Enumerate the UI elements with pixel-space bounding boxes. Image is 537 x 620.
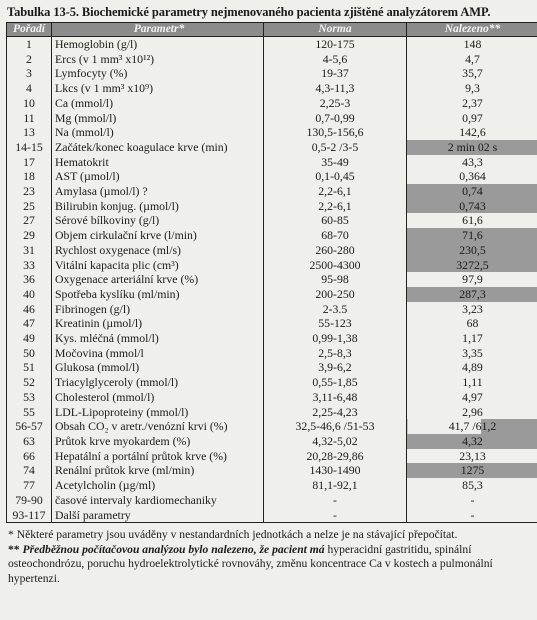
row-norm: 0,55-1,85 [264,375,407,390]
row-order: 17 [7,155,52,170]
row-parameter: Sérové bílkoviny (g/l) [52,213,264,228]
row-found: 2,96 [407,405,537,420]
row-order: 55 [7,405,52,420]
row-found: 61,6 [407,213,537,228]
row-order: 27 [7,213,52,228]
row-parameter: AST (µmol/l) [52,169,264,184]
row-found: 1,17 [407,331,537,346]
table-row [7,331,537,346]
table-caption: Tabulka 13-5. Biochemické parametry nejmenovaného pacienta zjištěné analyzátorem AMP. [7,5,491,19]
row-norm: 2,25-4,23 [264,405,407,420]
table-row [7,96,537,111]
row-parameter: Lkcs (v 1 mm³ x10⁹) [52,81,264,96]
table-row [7,390,537,405]
row-found: 41,7 /61,2 [407,419,537,434]
row-order: 13 [7,125,52,140]
row-found: 68 [407,316,537,331]
row-parameter: Mg (mmol/l) [52,111,264,126]
row-parameter: Objem cirkulační krve (l/min) [52,228,264,243]
row-found: 1275 [407,463,537,478]
row-norm: 32,5-46,6 /51-53 [264,419,407,434]
table-row [7,199,537,214]
table-row [7,287,537,302]
row-order: 47 [7,316,52,331]
row-norm: 95-98 [264,272,407,287]
row-found: 230,5 [407,243,537,258]
row-norm: 2,25-3 [264,96,407,111]
row-found: 43,3 [407,155,537,170]
row-parameter: Ca (mmol/l) [52,96,264,111]
row-parameter: časové intervaly kardiomechaniky [52,493,264,508]
row-order: 33 [7,258,52,273]
row-found: 0,743 [407,199,537,214]
row-order: 3 [7,66,52,81]
table-row [7,140,537,155]
row-norm: 68-70 [264,228,407,243]
row-found: 4,97 [407,390,537,405]
table-row [7,375,537,390]
row-order: 2 [7,52,52,67]
row-found: 2,37 [407,96,537,111]
row-norm: 1430-1490 [264,463,407,478]
table-row [7,243,537,258]
row-order: 25 [7,199,52,214]
row-order: 14-15 [7,140,52,155]
table-row [7,111,537,126]
table-row [7,213,537,228]
row-order: 51 [7,360,52,375]
table-row [7,155,537,170]
table-row [7,405,537,420]
row-order: 63 [7,434,52,449]
row-order: 1 [7,37,52,52]
row-found: 4,32 [407,434,537,449]
table-row [7,493,537,508]
row-order: 77 [7,478,52,493]
row-order: 23 [7,184,52,199]
row-norm: 2500-4300 [264,258,407,273]
row-norm: 120-175 [264,37,407,52]
row-parameter: Průtok krve myokardem (%) [52,434,264,449]
row-parameter: Hematokrit [52,155,264,170]
header-parameter: Parametr* [52,23,264,37]
row-parameter: Hemoglobin (g/l) [52,37,264,52]
table-row [7,184,537,199]
row-parameter: Další parametry [52,508,264,523]
row-found: 97,9 [407,272,537,287]
table-row [7,272,537,287]
table-row [7,449,537,464]
row-parameter: Rychlost oxygenace (ml/s) [52,243,264,258]
row-parameter: Močovina (mmol/l [52,346,264,361]
row-parameter: Na (mmol/l) [52,125,264,140]
row-found: 9,3 [407,81,537,96]
table-row [7,346,537,361]
table-row [7,169,537,184]
row-norm: 2,2-6,1 [264,184,407,199]
row-norm: 2,5-8,3 [264,346,407,361]
table-header-row [7,23,537,37]
row-norm: 2-3.5 [264,302,407,317]
footnote-analysis-text: hyperacidní gastritidu, spinální osteochondrózu, poruchu hydroelektrolytické rovnováhy, změnu koncentrace Ca v kostech a pulmonální hypertenzi. [8,542,493,585]
row-norm: 19-37 [264,66,407,81]
row-parameter: Cholesterol (mmol/l) [52,390,264,405]
row-norm: 0,99-1,38 [264,331,407,346]
row-found: 4,89 [407,360,537,375]
row-parameter: LDL-Lipoproteiny (mmol/l) [52,405,264,420]
row-parameter: Oxygenace arteriální krve (%) [52,272,264,287]
row-found: 71,6 [407,228,537,243]
row-norm: 4-5,6 [264,52,407,67]
row-order: 36 [7,272,52,287]
row-found: 23,13 [407,449,537,464]
footnote-analysis-emphasis: Předběžnou počítačovou analýzou bylo nalezeno, že pacient má [22,542,325,556]
row-order: 10 [7,96,52,111]
row-parameter: Kreatinin (µmol/l) [52,316,264,331]
table-row [7,360,537,375]
header-found: Nalezeno** [407,23,537,37]
row-found: 0,364 [407,169,537,184]
table-row [7,434,537,449]
table-row [7,463,537,478]
table-row [7,81,537,96]
row-norm: 4,32-5,02 [264,434,407,449]
row-found: 142,6 [407,125,537,140]
row-order: 18 [7,169,52,184]
row-order: 79-90 [7,493,52,508]
row-order: 46 [7,302,52,317]
row-found: 35,7 [407,66,537,81]
row-found: 4,7 [407,52,537,67]
row-norm: 2,2-6,1 [264,199,407,214]
row-order: 66 [7,449,52,464]
row-found: 3,23 [407,302,537,317]
row-norm: - [264,508,407,523]
table-row [7,52,537,67]
row-order: 53 [7,390,52,405]
row-norm: 200-250 [264,287,407,302]
row-parameter: Amylasa (µmol/l) ? [52,184,264,199]
row-norm: 130,5-156,6 [264,125,407,140]
row-norm: 4,3-11,3 [264,81,407,96]
footnotes [6,528,531,586]
row-order: 49 [7,331,52,346]
row-norm: 0,7-0,99 [264,111,407,126]
row-parameter: Triacylglyceroly (mmol/l) [52,375,264,390]
row-norm: 55-123 [264,316,407,331]
row-parameter: Acetylcholin (µg/ml) [52,478,264,493]
row-order: 93-117 [7,508,52,523]
row-found: 85,3 [407,478,537,493]
table-row [7,419,537,434]
row-norm: 260-280 [264,243,407,258]
row-norm: 0,5-2 /3-5 [264,140,407,155]
row-order: 11 [7,111,52,126]
row-parameter: Ercs (v 1 mm³ x10¹²) [52,52,264,67]
footnote-units: * Některé parametry jsou uváděny v nestandardních jednotkách a nelze je na stávající přepočítat. [8,528,458,542]
table-row [7,37,537,52]
row-found: 0,97 [407,111,537,126]
header-order: Pořadí [7,23,52,37]
row-order: 4 [7,81,52,96]
row-parameter: Začátek/konec koagulace krve (min) [52,140,264,155]
row-found: 1,11 [407,375,537,390]
row-parameter: Spotřeba kyslíku (ml/min) [52,287,264,302]
row-norm: - [264,493,407,508]
table-row [7,125,537,140]
row-found: - [407,493,537,508]
row-parameter: Glukosa (mmol/l) [52,360,264,375]
row-found: 0,74 [407,184,537,199]
table-row [7,66,537,81]
row-order: 29 [7,228,52,243]
row-order: 50 [7,346,52,361]
footnote-analysis [8,543,525,587]
row-found: 2 min 02 s [407,140,537,155]
row-found: - [407,508,537,523]
row-parameter: Fibrinogen (g/l) [52,302,264,317]
row-order: 31 [7,243,52,258]
row-parameter: Bilirubin konjug. (µmol/l) [52,199,264,214]
row-norm: 35-49 [264,155,407,170]
row-found: 3,35 [407,346,537,361]
table-body [7,37,537,523]
table-row [7,478,537,493]
row-norm: 81,1-92,1 [264,478,407,493]
table-row [7,316,537,331]
row-order: 52 [7,375,52,390]
row-norm: 3,11-6,48 [264,390,407,405]
row-parameter: Vitální kapacita plic (cm³) [52,258,264,273]
row-norm: 60-85 [264,213,407,228]
row-parameter: Lymfocyty (%) [52,66,264,81]
table-row [7,302,537,317]
row-parameter: Hepatální a portální průtok krve (%) [52,449,264,464]
table-row [7,508,537,523]
row-parameter: Obsah CO₂ v aretr./venózní krvi (%) [52,419,264,434]
row-found: 3272,5 [407,258,537,273]
header-norm: Norma [264,23,407,37]
row-found: 148 [407,37,537,52]
footnote-marker: ** [8,542,20,556]
table-row [7,258,537,273]
row-norm: 0,1-0,45 [264,169,407,184]
row-parameter: Renální průtok krve (ml/min) [52,463,264,478]
row-norm: 20,28-29,86 [264,449,407,464]
biochemical-parameters-table [6,22,537,523]
row-order: 40 [7,287,52,302]
row-order: 74 [7,463,52,478]
row-order: 56-57 [7,419,52,434]
row-found: 287,3 [407,287,537,302]
row-norm: 3,9-6,2 [264,360,407,375]
table-row [7,228,537,243]
row-parameter: Kys. mléčná (mmol/l) [52,331,264,346]
